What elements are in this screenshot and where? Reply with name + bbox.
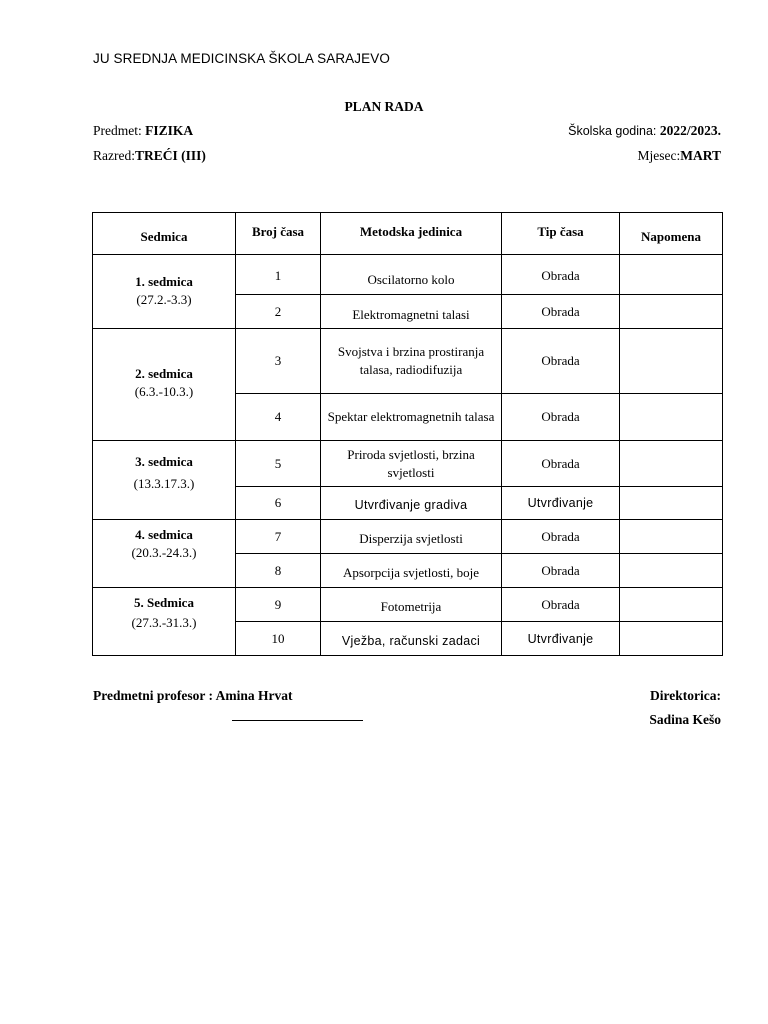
month-label: Mjesec:	[637, 148, 681, 163]
lesson-unit: Fotometrija	[321, 588, 502, 622]
lesson-unit: Apsorpcija svjetlosti, boje	[321, 554, 502, 588]
week-dates: (27.3.-31.3.)	[131, 615, 197, 630]
lesson-type: Utvrđivanje	[502, 487, 620, 520]
class-label: Razred:	[93, 148, 135, 163]
lesson-number: 6	[236, 487, 321, 520]
lesson-type: Obrada	[502, 295, 620, 329]
lesson-number: 1	[236, 255, 321, 295]
lesson-number: 2	[236, 295, 321, 329]
lesson-unit: Disperzija svjetlosti	[321, 520, 502, 554]
week-cell	[93, 255, 236, 329]
subject-value: FIZIKA	[145, 123, 194, 138]
lesson-note	[620, 554, 723, 588]
school-year-value: 2022/2023.	[659, 123, 721, 138]
week-dates: (27.2.-3.3)	[136, 292, 192, 307]
lesson-number: 3	[236, 329, 321, 394]
header-lesson-type: Tip časa	[502, 213, 620, 255]
week-dates: (6.3.-10.3.)	[134, 384, 194, 399]
lesson-number: 9	[236, 588, 321, 622]
lesson-note	[620, 487, 723, 520]
lesson-number: 8	[236, 554, 321, 588]
lesson-number: 7	[236, 520, 321, 554]
lesson-type: Utvrđivanje	[502, 622, 620, 656]
lesson-type: Obrada	[502, 329, 620, 394]
table-row	[93, 441, 723, 487]
subject-line	[93, 123, 193, 139]
lesson-type: Obrada	[502, 394, 620, 441]
director-name: Sadina Kešo	[649, 712, 721, 727]
lesson-type: Obrada	[502, 588, 620, 622]
table-row	[93, 255, 723, 295]
month-value: MART	[680, 148, 721, 163]
week-label: 2. sedmica	[135, 366, 193, 381]
director-title: Direktorica:	[650, 688, 721, 703]
teacher-name: Predmetni profesor : Amina Hrvat	[93, 688, 293, 703]
document-title: PLAN RADA	[344, 99, 424, 114]
lesson-note	[620, 441, 723, 487]
school-name: JU SREDNJA MEDICINSKA ŠKOLA SARAJEVO	[93, 51, 390, 66]
table-header-row	[93, 213, 723, 255]
header-unit: Metodska jedinica	[321, 213, 502, 255]
header-lesson-number: Broj časa	[236, 213, 321, 255]
lesson-unit: Utvrđivanje gradiva	[321, 487, 502, 520]
header-week: Sedmica	[93, 213, 236, 255]
week-dates: (20.3.-24.3.)	[131, 545, 197, 560]
month-line	[637, 148, 721, 164]
class-value: TREĆI (III)	[134, 148, 206, 163]
lesson-type: Obrada	[502, 441, 620, 487]
lesson-type: Obrada	[502, 554, 620, 588]
lesson-note	[620, 329, 723, 394]
lesson-note	[620, 295, 723, 329]
lesson-note	[620, 520, 723, 554]
week-label: 5. Sedmica	[134, 595, 194, 610]
lesson-note	[620, 394, 723, 441]
lesson-number: 10	[236, 622, 321, 656]
lesson-note	[620, 588, 723, 622]
subject-label: Predmet:	[93, 123, 146, 138]
table-row	[93, 520, 723, 554]
week-cell	[93, 520, 236, 588]
lesson-unit: Oscilatorno kolo	[321, 255, 502, 295]
lesson-type: Obrada	[502, 255, 620, 295]
lesson-unit: Priroda svjetlosti, brzina svjetlosti	[321, 441, 502, 487]
signature-line	[232, 708, 363, 721]
lesson-unit: Vježba, računski zadaci	[321, 622, 502, 656]
lesson-note	[620, 622, 723, 656]
week-label: 3. sedmica	[135, 454, 193, 469]
week-dates: (13.3.17.3.)	[133, 476, 195, 491]
lesson-unit: Svojstva i brzina prostiranja talasa, radiodifuzija	[321, 329, 502, 394]
school-year-line	[568, 123, 721, 139]
plan-table	[92, 212, 723, 656]
week-label: 1. sedmica	[135, 274, 193, 289]
table-row	[93, 588, 723, 622]
week-cell	[93, 441, 236, 520]
week-label: 4. sedmica	[135, 527, 193, 542]
header-note: Napomena	[620, 213, 723, 255]
school-year-label: Školska godina:	[568, 124, 660, 138]
week-cell	[93, 588, 236, 656]
lesson-number: 4	[236, 394, 321, 441]
lesson-unit: Elektromagnetni talasi	[321, 295, 502, 329]
lesson-unit: Spektar elektromagnetnih talasa	[321, 394, 502, 441]
table-row	[93, 329, 723, 394]
lesson-note	[620, 255, 723, 295]
week-cell	[93, 329, 236, 441]
class-line	[93, 148, 206, 164]
lesson-type: Obrada	[502, 520, 620, 554]
lesson-number: 5	[236, 441, 321, 487]
